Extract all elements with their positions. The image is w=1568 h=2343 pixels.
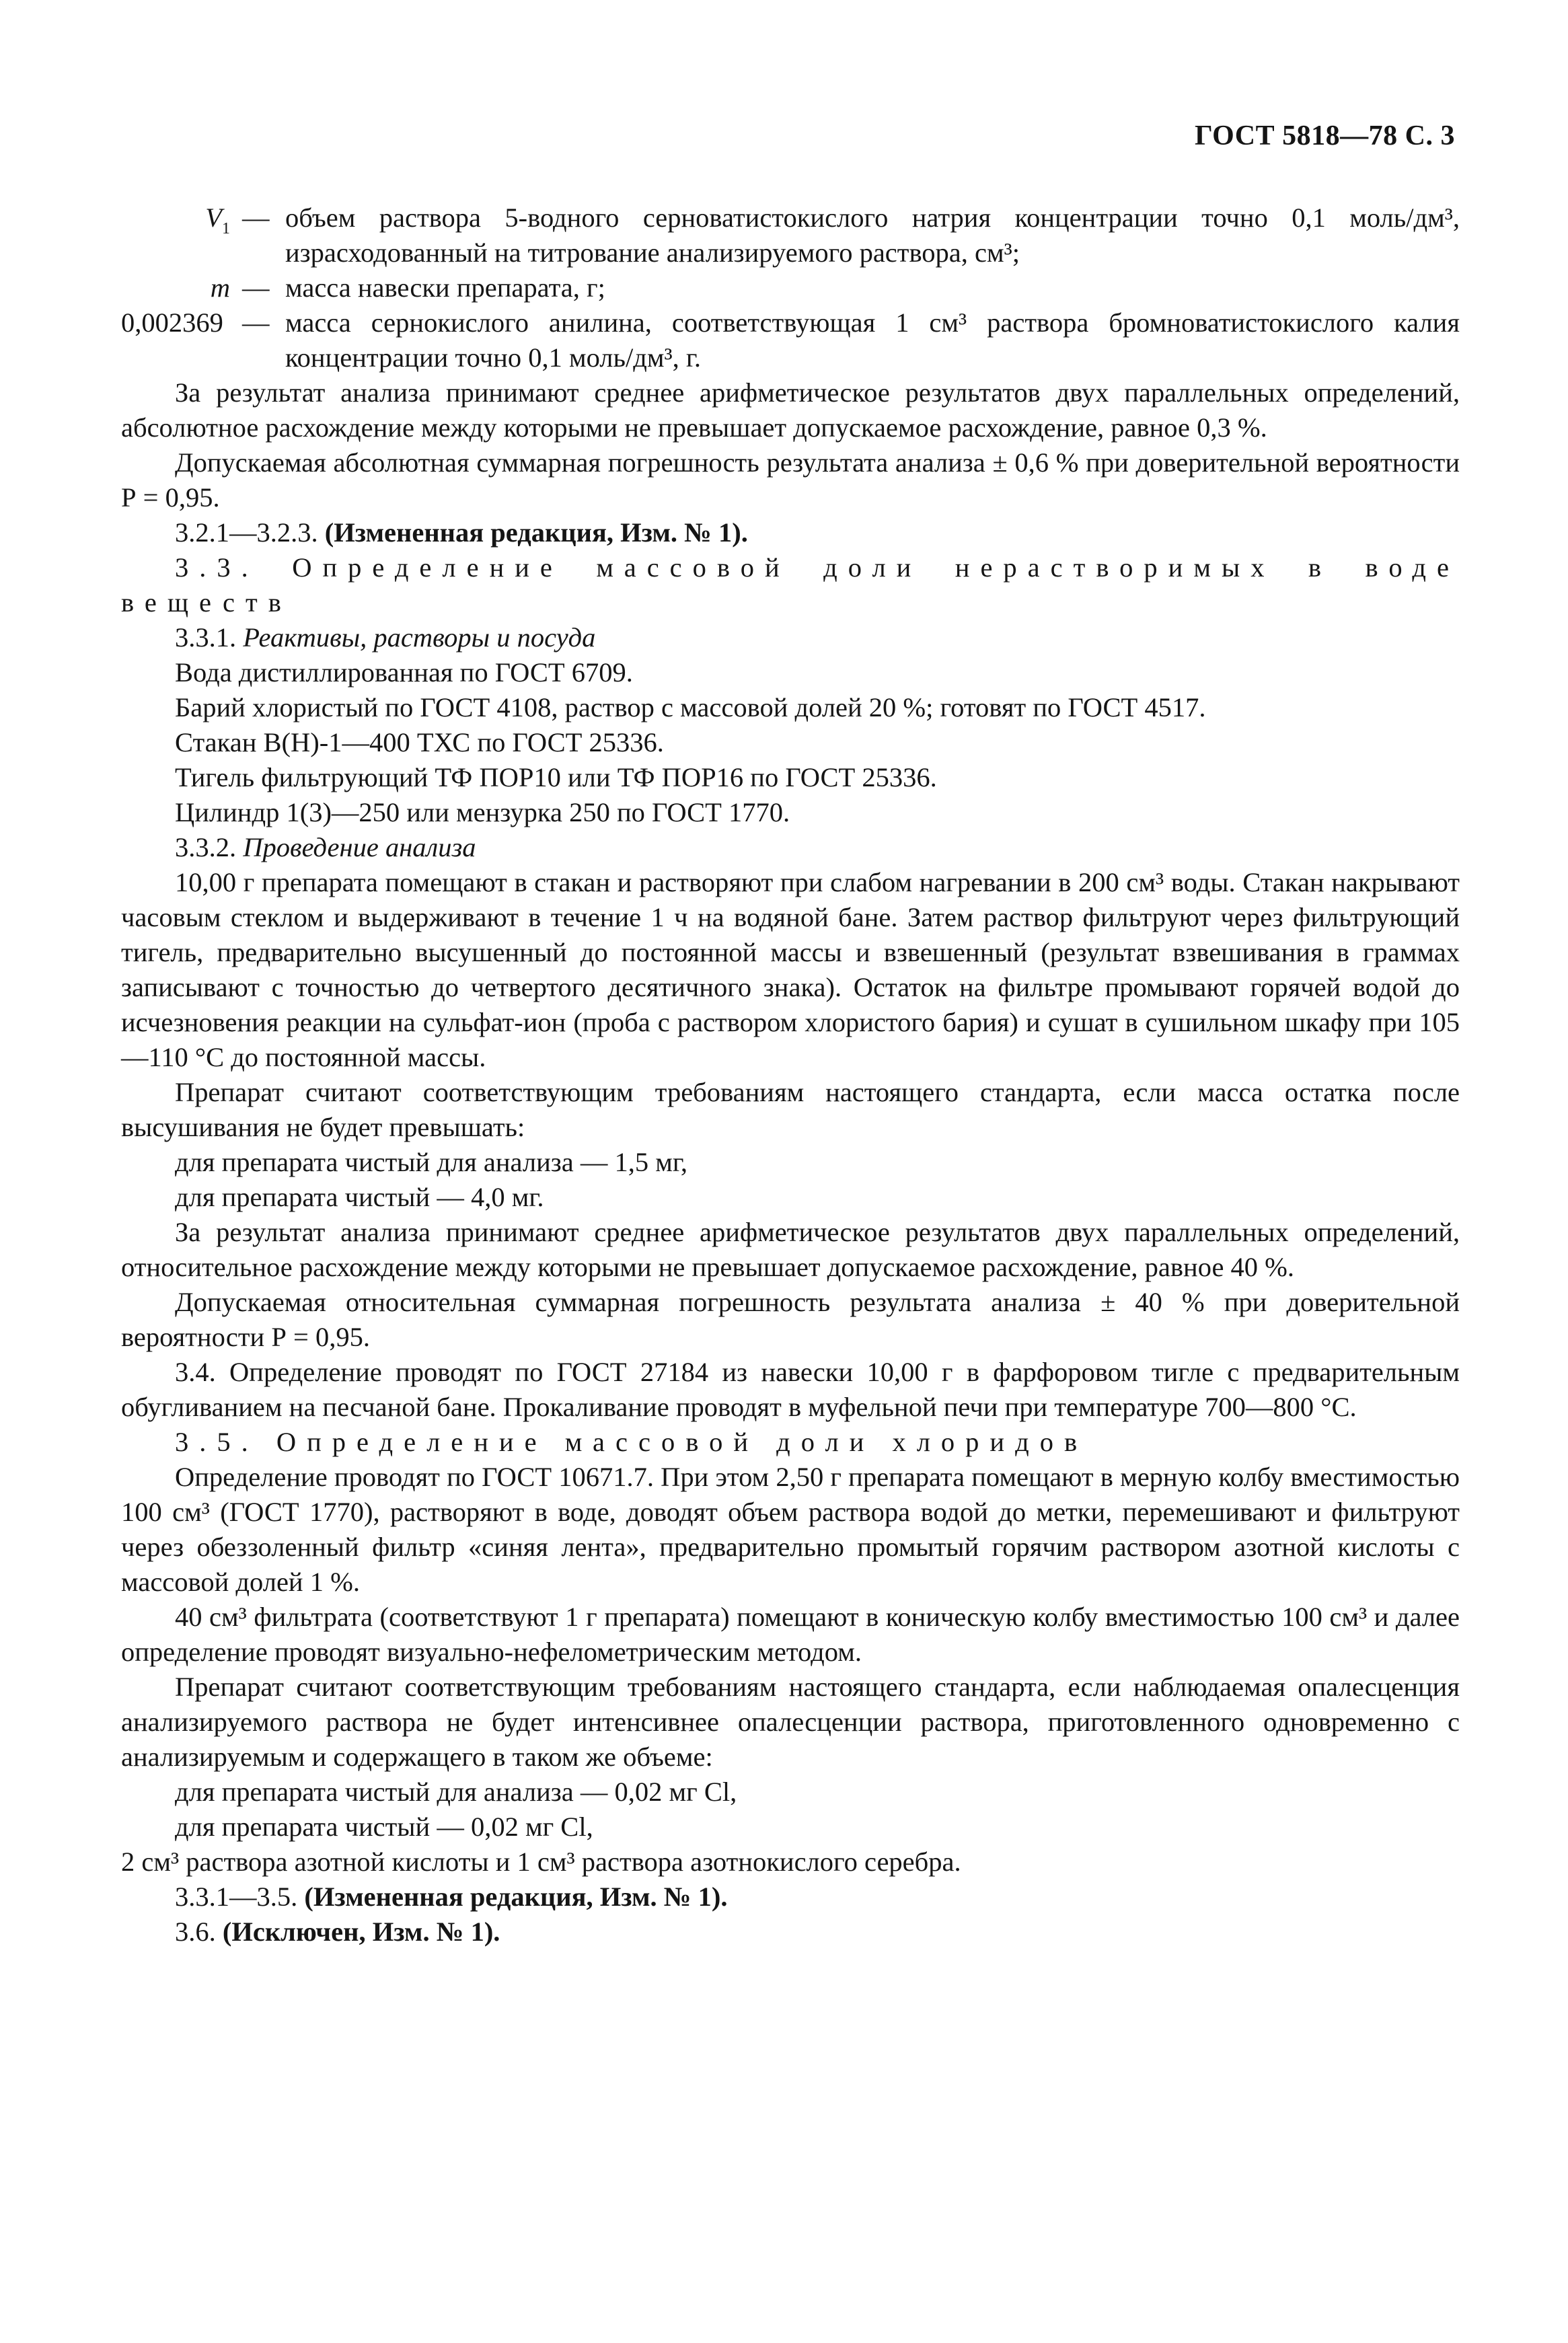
amendment-note: 3.2.1—3.2.3. (Измененная редакция, Изм. № 1). (175, 517, 748, 548)
paragraph: Препарат считают соответствующим требованиям настоящего стандарта, если масса остатка после высушивания не будет превышать: (121, 1077, 1460, 1142)
definition-symbol: 0,002369 (121, 307, 223, 338)
paragraph: Определение проводят по ГОСТ 10671.7. При этом 2,50 г препарата помещают в мерную колбу вместимостью 100 см³ (ГОСТ 1770), растворяют в воде, доводят объем раствора водой до метки, перемешивают и фильтруют через обеззоленный фильтр «синяя лента», предварительно промытый горячим раствором азотной кислоты с массовой долей 1 %. (121, 1462, 1460, 1597)
reagent-item: Барий хлористый по ГОСТ 4108, раствор с массовой долей 20 %; готовят по ГОСТ 4517. (175, 692, 1206, 722)
subsection-heading: 3.3.1. Реактивы, растворы и посуда (175, 622, 596, 653)
definition-dash: — (242, 307, 270, 338)
paragraph: 3.4. Определение проводят по ГОСТ 27184 из навески 10,00 г в фарфоровом тигле с предварительным обугливанием на песчаной бане. Прокаливание проводят в муфельной печи при температуре 700—800 °С. (121, 1357, 1460, 1422)
list-item: для препарата чистый для анализа — 0,02 мг Cl, (175, 1777, 737, 1807)
paragraph: 10,00 г препарата помещают в стакан и растворяют при слабом нагревании в 200 см³ воды. Стакан накрывают часовым стеклом и выдерживают в течение 1 ч на водяной бане. Затем раствор фильтруют через фильтрующий тигель, предварительно высушенный до постоянной массы и взвешенный (результат взвешивания в граммах записывают с точностью до четвертого десятичного знака). Остаток на фильтре промывают горячей водой до исчезновения реакции на сульфат-ион (проба с раствором хлористого бария) и сушат в сушильном шкафу при 105—110 °С до постоянной массы. (121, 867, 1460, 1072)
reagent-item: Вода дистиллированная по ГОСТ 6709. (175, 657, 633, 687)
definition-symbol: $V_1$ (205, 202, 230, 237)
definition-text: масса навески препарата, г; (285, 272, 605, 303)
reagent-item: Стакан В(Н)-1—400 ТХС по ГОСТ 25336. (175, 727, 664, 757)
subsection-heading: 3.3.2. Проведение анализа (175, 832, 476, 862)
definition-symbol: m (210, 272, 230, 303)
paragraph: За результат анализа принимают среднее арифметическое результатов двух параллельных определений, относительное расхождение между которыми не превышает допускаемое расхождение, равное 40 %. (121, 1217, 1460, 1282)
paragraph: Допускаемая относительная суммарная погрешность результата анализа ± 40 % при доверительной вероятности Р = 0,95. (121, 1287, 1460, 1352)
paragraph: Препарат считают соответствующим требованиям настоящего стандарта, если наблюдаемая опалесценция анализируемого раствора не будет интенсивнее опалесценции раствора, приготовленного одновременно с анализируемым и содержащего в таком же объеме: (121, 1672, 1460, 1772)
reagent-item: Цилиндр 1(3)—250 или мензурка 250 по ГОСТ 1770. (175, 797, 790, 827)
paragraph: За результат анализа принимают среднее арифметическое результатов двух параллельных определений, абсолютное расхождение между которыми не превышает допускаемое расхождение, равное 0,3 %. (121, 377, 1460, 443)
page-header: ГОСТ 5818—78 С. 3 (1194, 120, 1455, 151)
definitions-list (121, 200, 1460, 375)
amendment-note: 3.3.1—3.5. (Измененная редакция, Изм. № 1). (175, 1882, 728, 1912)
definition-text: объем раствора 5-водного серноватистокислого натрия концентрации точно 0,1 моль/дм³, израсходованный на титрование анализируемого раствора, см³; (285, 202, 1460, 268)
amendment-note: 3.6. (Исключен, Изм. № 1). (175, 1917, 500, 1947)
list-item: для препарата чистый — 0,02 мг Cl, (175, 1812, 593, 1842)
definition-dash: — (242, 272, 270, 303)
reagent-item: Тигель фильтрующий ТФ ПОР10 или ТФ ПОР16 по ГОСТ 25336. (175, 762, 937, 792)
definition-dash: — (242, 202, 270, 233)
paragraph: 40 см³ фильтрата (соответствуют 1 г препарата) помещают в коническую колбу вместимостью 100 см³ и далее определение проводят визуально-нефелометрическим методом. (121, 1602, 1460, 1667)
definition-text: масса сернокислого анилина, соответствующая 1 см³ раствора бромноватистокислого калия концентрации точно 0,1 моль/дм³, г. (285, 307, 1460, 373)
list-item: для препарата чистый для анализа — 1,5 мг, (175, 1147, 688, 1177)
section-heading: 3.5. Определение массовой доли хлоридов (175, 1427, 1088, 1457)
paragraph: 2 см³ раствора азотной кислоты и 1 см³ раствора азотнокислого серебра. (121, 1847, 961, 1877)
paragraph: Допускаемая абсолютная суммарная погрешность результата анализа ± 0,6 % при доверительной вероятности Р = 0,95. (121, 447, 1460, 513)
list-item: для препарата чистый — 4,0 мг. (175, 1182, 544, 1212)
document-body (121, 200, 1460, 1949)
section-heading: 3.3. Определение массовой доли нерастворимых в воде веществ (121, 552, 1460, 618)
